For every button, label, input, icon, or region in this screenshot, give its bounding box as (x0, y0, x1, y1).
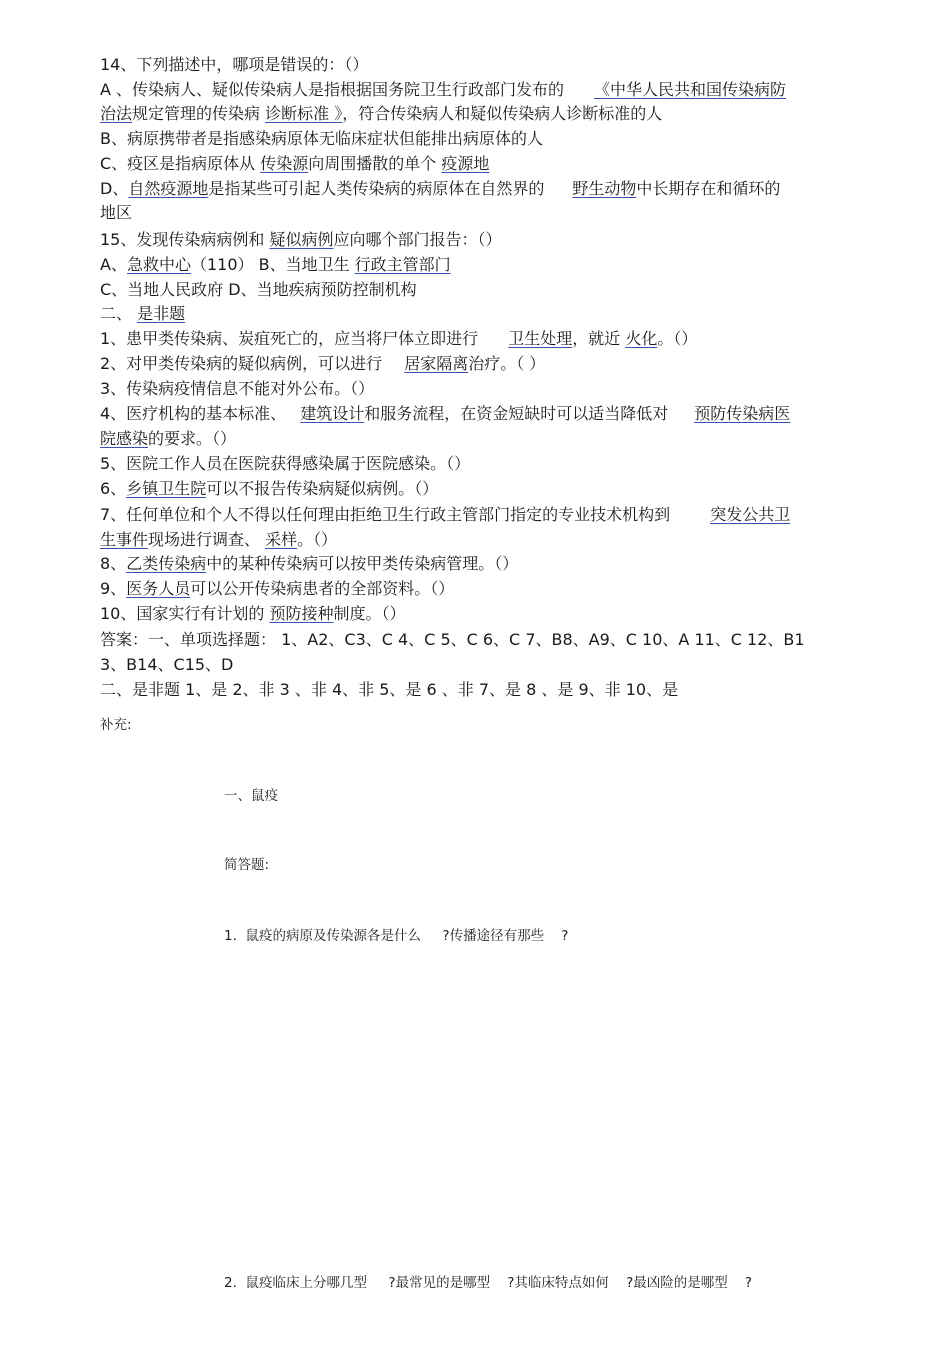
supplement-question-2: 2. 鼠疫临床上分哪几型 ?最常见的是哪型 ?其临床特点如何 ?最凶险的是哪型 ? (224, 1275, 753, 1291)
answers-line-3: 二、是非题 1、是 2、非 3 、非 4、非 5、是 6 、非 7、是 8 、是 9、非 10、是 (100, 680, 679, 699)
tf-item-4-line2: 院感染的要求。（） (100, 429, 237, 448)
tf-item-5: 5、医院工作人员在医院获得感染属于医院感染。（） (100, 454, 471, 473)
tf-item-6: 6、乡镇卫生院可以不报告传染病疑似病例。（） (100, 479, 439, 498)
tf-item-1: 1、患甲类传染病、炭疽死亡的，应当将尸体立即进行 卫生处理，就近 火化。（） (100, 329, 698, 348)
tf-item-7: 7、任何单位和个人不得以任何理由拒绝卫生行政主管部门指定的专业技术机构到 突发公共卫 (100, 505, 791, 524)
q14-option-d-line2: 地区 (100, 203, 133, 222)
supplement-section-plague: 一、鼠疫 (224, 788, 278, 804)
supplement-short-answer-heading: 简答题: (224, 857, 270, 873)
tf-item-3: 3、传染病疫情信息不能对外公布。（） (100, 379, 375, 398)
tf-item-8: 8、乙类传染病中的某种传染病可以按甲类传染病管理。（） (100, 554, 519, 573)
q15-stem: 15、发现传染病病例和 疑似病例应向哪个部门报告：（） (100, 230, 502, 249)
q14-option-a-line1: A 、传染病人、疑似传染病人是指根据国务院卫生行政部门发布的 《中华人民共和国传染病防 (100, 80, 787, 99)
answers-line-1: 答案：一、单项选择题： 1、A2、C3、C 4、C 5、C 6、C 7、B8、A9、C 10、A 11、C 12、B1 (100, 630, 805, 649)
q14-option-a-line2: 治法规定管理的传染病 诊断标准 》，符合传染病人和疑似传染病人诊断标准的人 (100, 104, 663, 123)
q15-options-cd: C、当地人民政府 D、当地疾病预防控制机构 (100, 280, 417, 299)
answers-line-2: 3、B14、C15、D (100, 655, 234, 674)
q14-stem: 14、下列描述中，哪项是错误的：（） (100, 55, 369, 74)
tf-item-4: 4、医疗机构的基本标准、 建筑设计和服务流程，在资金短缺时可以适当降低对 预防传染病医 (100, 404, 791, 423)
law-name-link: 《中华人民共和国传染病防 (594, 80, 787, 99)
q15-options-ab: A、急救中心（110） B、当地卫生 行政主管部门 (100, 255, 451, 274)
tf-item-7-line2: 生事件现场进行调查、 采样。（） (100, 530, 338, 549)
tf-item-2: 2、对甲类传染病的疑似病例，可以进行 居家隔离治疗。（ ） (100, 354, 546, 373)
supplement-label: 补充: (100, 717, 132, 733)
tf-item-10: 10、国家实行有计划的 预防接种制度。（） (100, 604, 406, 623)
tf-item-9: 9、医务人员可以公开传染病患者的全部资料。（） (100, 579, 455, 598)
q14-option-b: B、病原携带者是指感染病原体无临床症状但能排出病原体的人 (100, 129, 543, 148)
q14-option-d: D、自然疫源地是指某些可引起人类传染病的病原体在自然界的 野生动物中长期存在和循环的 (100, 179, 781, 198)
q14-option-c: C、疫区是指病原体从 传染源向周围播散的单个 疫源地 (100, 154, 490, 173)
supplement-question-1: 1. 鼠疫的病原及传染源各是什么 ?传播途径有那些 ? (224, 928, 569, 944)
section-true-false-heading: 二、 是非题 (100, 304, 186, 323)
